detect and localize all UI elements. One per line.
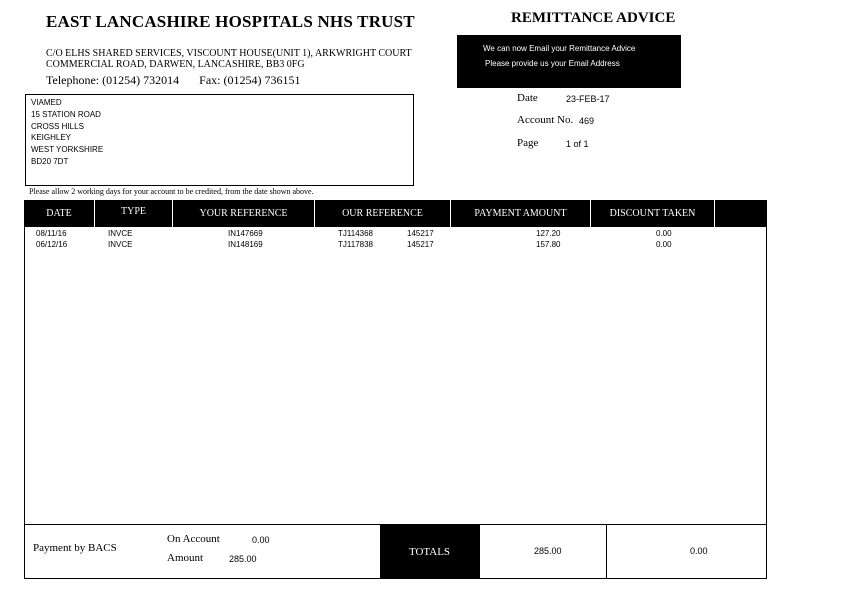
document-title: REMITTANCE ADVICE bbox=[511, 10, 676, 26]
remittance-table bbox=[24, 200, 767, 579]
row-our-reference-2: 145217 bbox=[407, 240, 434, 249]
row-your-reference: IN147669 bbox=[228, 229, 263, 238]
date-value: 23-FEB-17 bbox=[566, 94, 610, 104]
supplier-address-line: CROSS HILLS bbox=[31, 121, 84, 131]
footer-divider bbox=[479, 525, 480, 579]
header-our-reference: OUR REFERENCE bbox=[342, 208, 423, 219]
email-notice-line2: Please provide us your Email Address bbox=[485, 59, 620, 68]
telephone: Telephone: (01254) 732014 bbox=[46, 73, 180, 87]
supplier-address-line: WEST YORKSHIRE bbox=[31, 145, 104, 155]
row-discount: 0.00 bbox=[656, 240, 672, 249]
row-type: INVCE bbox=[108, 240, 133, 249]
supplier-postcode: BD20 7DT bbox=[31, 156, 69, 166]
header-payment-amount: PAYMENT AMOUNT bbox=[474, 208, 567, 219]
account-label: Account No. bbox=[517, 114, 574, 126]
email-notice-banner bbox=[457, 35, 681, 88]
footer-divider bbox=[606, 525, 607, 579]
table-row bbox=[25, 240, 767, 251]
account-value: 469 bbox=[579, 116, 595, 126]
supplier-name: VIAMED bbox=[31, 98, 62, 107]
date-label: Date bbox=[517, 92, 538, 104]
on-account-label: On Account bbox=[167, 533, 220, 545]
fax: Fax: (01254) 736151 bbox=[199, 73, 301, 87]
header-type: TYPE bbox=[121, 206, 146, 217]
amount-value: 285.00 bbox=[229, 554, 257, 564]
total-discount: 0.00 bbox=[690, 546, 708, 556]
totals-label: TOTALS bbox=[380, 525, 479, 579]
supplier-address-line: KEIGHLEY bbox=[31, 133, 72, 143]
trust-address-line2: COMMERCIAL ROAD, DARWEN, LANCASHIRE, BB3 0FG bbox=[46, 59, 305, 70]
trust-name: EAST LANCASHIRE HOSPITALS NHS TRUST bbox=[46, 12, 415, 31]
table-header bbox=[24, 200, 767, 227]
row-our-reference: TJ117838 bbox=[338, 240, 373, 249]
row-payment-amount: 157.80 bbox=[536, 240, 561, 249]
header-your-reference: YOUR REFERENCE bbox=[199, 208, 288, 219]
row-date: 06/12/16 bbox=[36, 240, 68, 249]
on-account-value: 0.00 bbox=[252, 535, 270, 545]
email-notice-line1: We can now Email your Remittance Advice bbox=[483, 44, 636, 53]
row-our-reference-2: 145217 bbox=[407, 229, 434, 238]
payment-method: Payment by BACS bbox=[33, 542, 117, 554]
header-divider bbox=[714, 200, 715, 227]
row-date: 08/11/16 bbox=[36, 229, 67, 238]
total-payment-amount: 285.00 bbox=[534, 546, 562, 556]
page-label: Page bbox=[517, 137, 539, 149]
table-row bbox=[25, 229, 767, 240]
row-type: INVCE bbox=[108, 229, 133, 238]
row-payment-amount: 127.20 bbox=[536, 229, 561, 238]
header-date: DATE bbox=[46, 208, 72, 219]
credit-notice: Please allow 2 working days for your account to be credited, from the date shown above. bbox=[29, 187, 314, 196]
supplier-address-box bbox=[25, 94, 414, 186]
supplier-address-line: 15 STATION ROAD bbox=[31, 109, 101, 119]
header-discount-taken: DISCOUNT TAKEN bbox=[609, 208, 696, 219]
page-value: 1 of 1 bbox=[566, 139, 589, 149]
contact-line bbox=[46, 73, 300, 88]
amount-label: Amount bbox=[167, 552, 204, 564]
row-your-reference: IN148169 bbox=[228, 240, 263, 249]
trust-address-line1: C/O ELHS SHARED SERVICES, VISCOUNT HOUSE(UNIT 1), ARKWRIGHT COURT bbox=[46, 48, 412, 59]
row-our-reference: TJ114368 bbox=[338, 229, 373, 238]
row-discount: 0.00 bbox=[656, 229, 672, 238]
